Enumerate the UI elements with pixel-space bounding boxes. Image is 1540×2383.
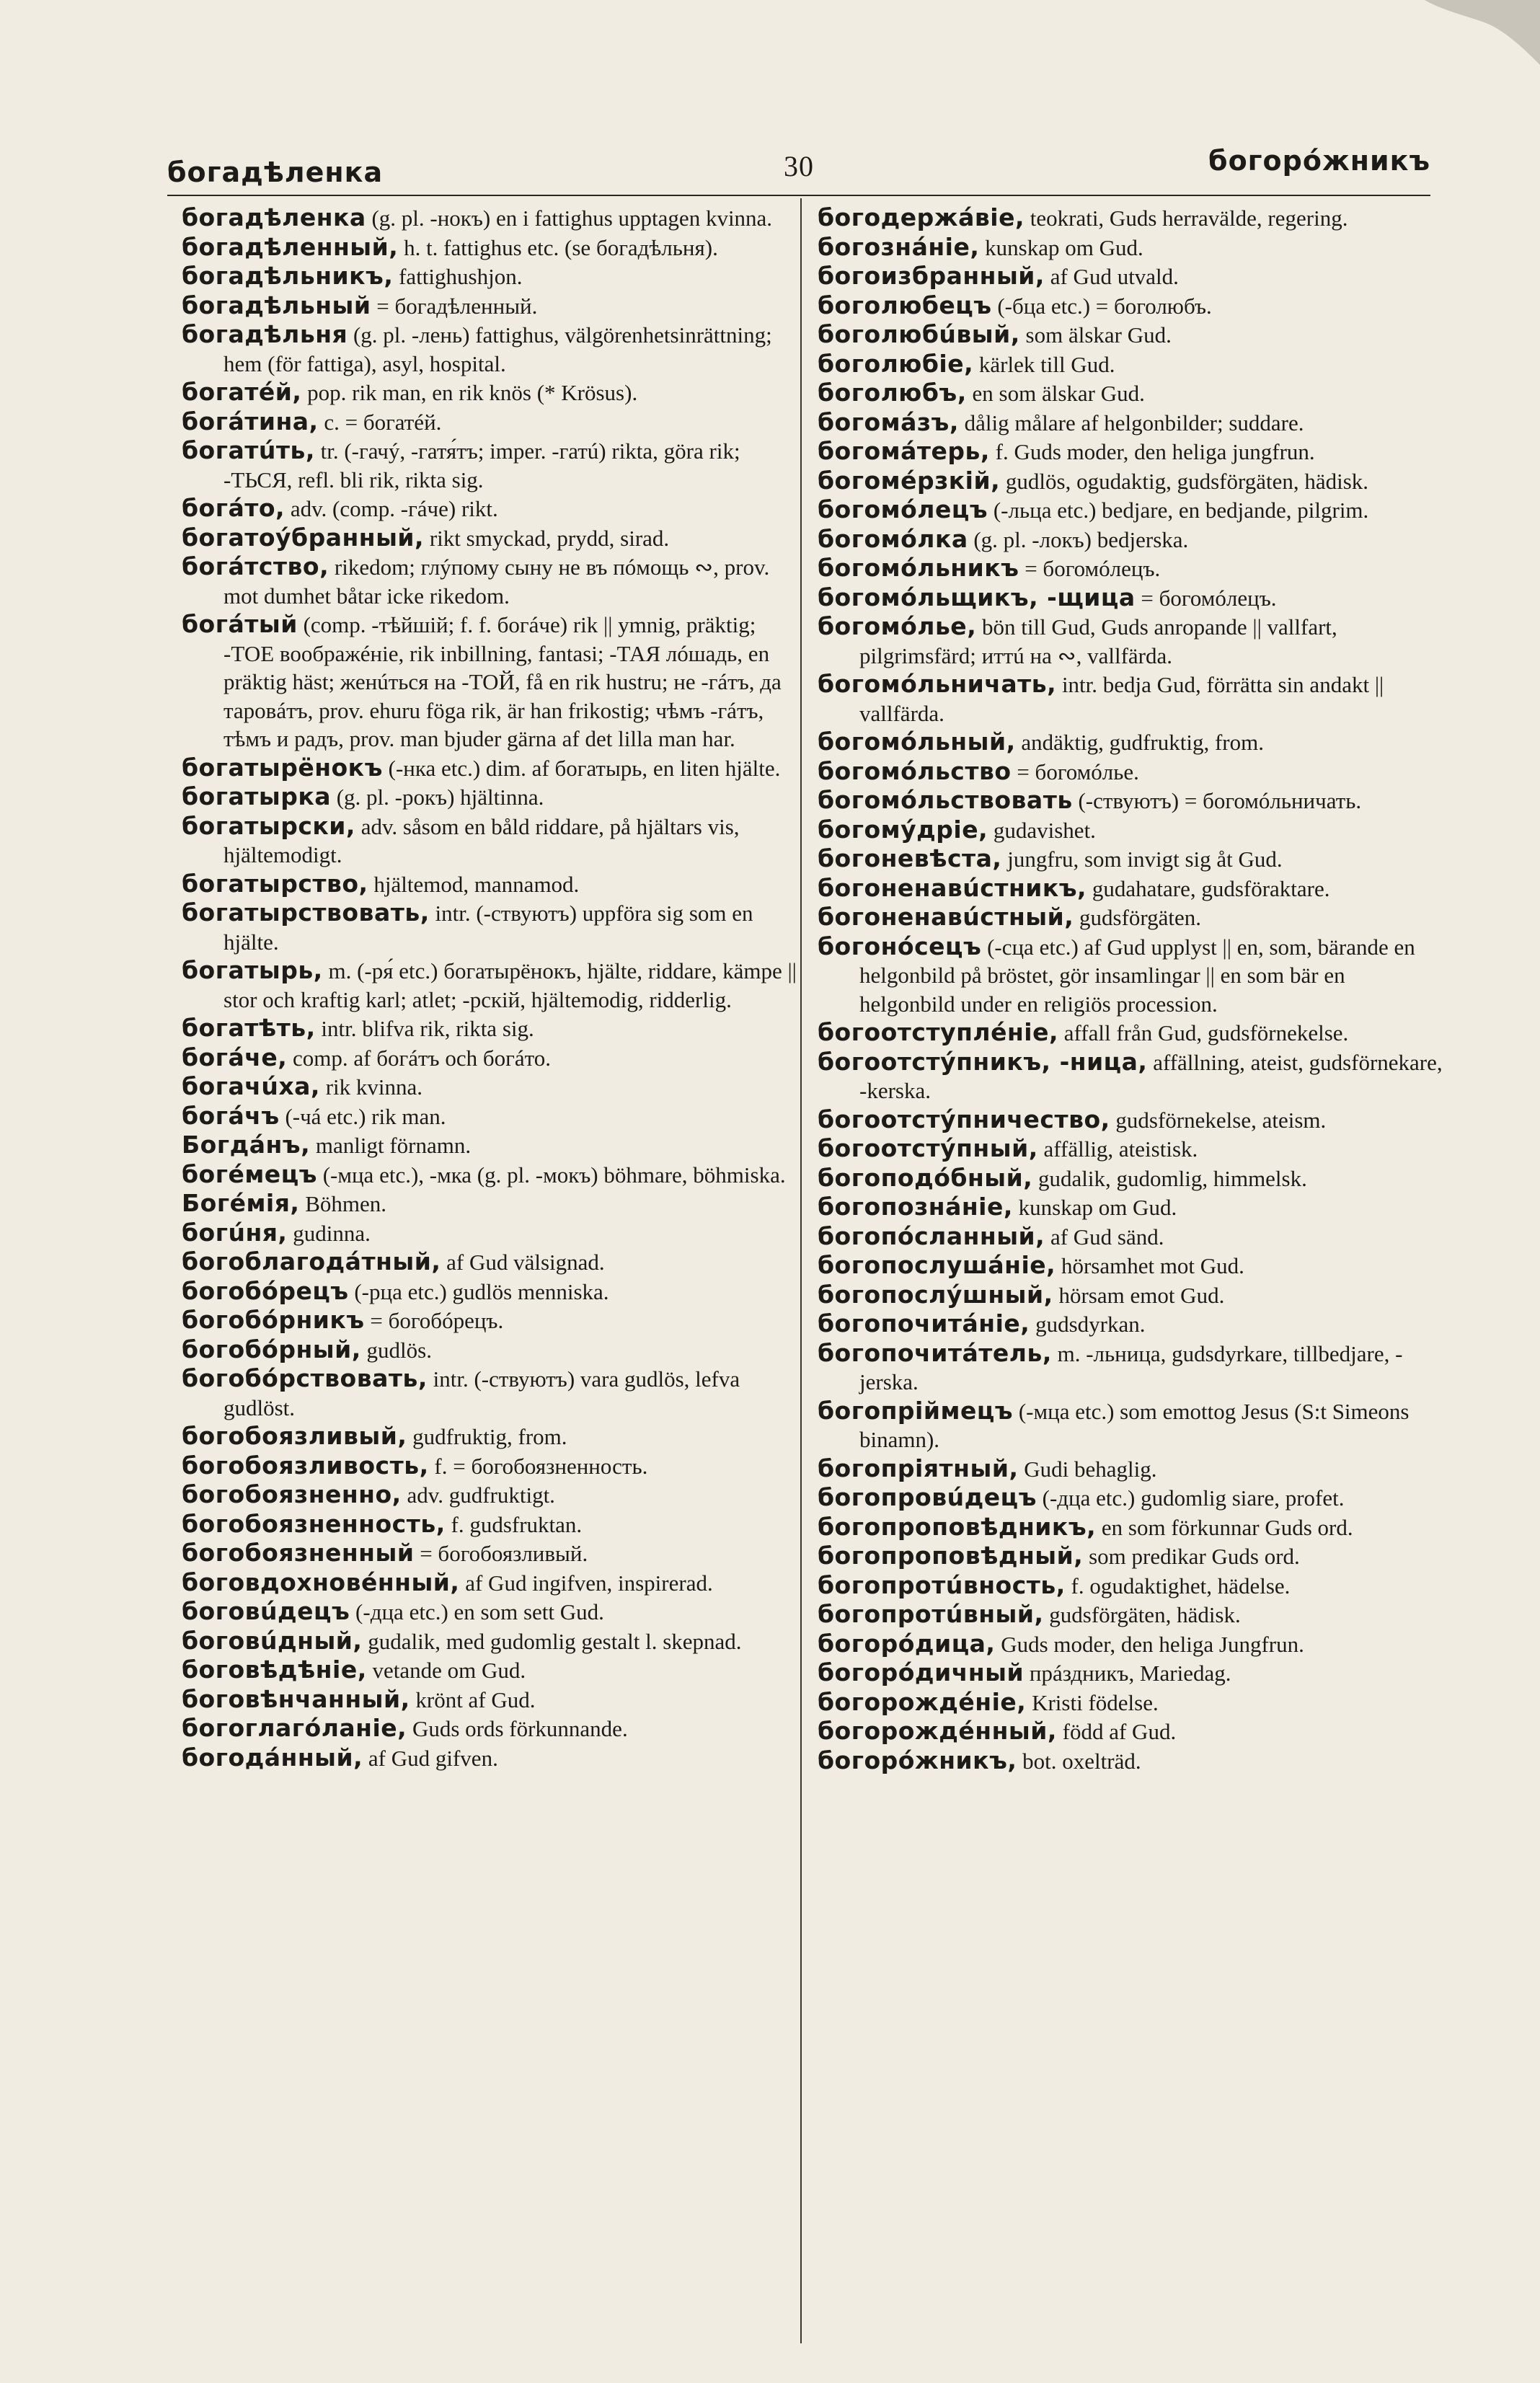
dictionary-entry [182,1335,809,1365]
entry-headword: богопочитáніе, [818,1309,1030,1338]
dictionary-entry [818,1251,1445,1281]
dictionary-entry [182,1306,809,1335]
entry-definition: (-сца etc.) af Gud upplyst || en, som, bärande en helgonbild på bröstet, gör insamlingar || en som bär en helgonbild under en religiös procession. [859,934,1415,1017]
entry-definition: gudsförnekelse, ateism. [1110,1107,1327,1133]
entry-headword: богодáнный, [182,1743,363,1772]
entry-definition: rikt smyckad, prydd, sirad. [424,525,670,551]
dictionary-entry [182,262,809,291]
entry-headword: богопріятный, [818,1454,1019,1482]
dictionary-entry [818,437,1445,467]
entry-definition: pop. rik man, en rik knös (* Krösus). [301,380,638,405]
header-rule [167,195,1430,196]
entry-definition: af Gud ingifven, inspirerad. [459,1570,713,1596]
entry-headword: богобоязненность, [182,1509,446,1538]
dictionary-entry [182,291,809,321]
dictionary-entry [182,1131,809,1160]
dictionary-entry [182,1451,809,1481]
dictionary-entry [182,1714,809,1743]
entry-definition: adv. gudfruktigt. [401,1482,555,1508]
entry-definition: = богомóлецъ. [1019,556,1161,581]
dictionary-entry [818,874,1445,903]
entry-definition: Böhmen. [299,1191,387,1216]
entry-headword: Богéмія, [182,1189,300,1217]
entry-headword: богáто, [182,494,286,522]
entry-definition: gudsdyrkan. [1030,1312,1146,1337]
dictionary-entry [182,1568,809,1598]
entry-headword: богадѣльный [182,291,371,319]
dictionary-entry [818,670,1445,728]
entry-definition: c. = богатéй. [318,409,442,435]
dictionary-entry [182,1043,809,1073]
dictionary-entry [818,1048,1445,1105]
entry-definition: = богадѣленный. [371,293,538,319]
dictionary-entry [818,728,1445,757]
dictionary-entry [818,786,1445,815]
entry-definition: kunskap om Gud. [979,234,1143,260]
dictionary-entry [182,1102,809,1131]
entry-definition: (-ствуютъ) = богомóльничать. [1072,788,1362,813]
dictionary-entry [182,1627,809,1656]
dictionary-entry [182,1743,809,1773]
dictionary-entry [818,1717,1445,1746]
dictionary-entry [182,378,809,407]
entry-headword: богатырствовать, [182,898,430,927]
entry-headword: богобоязливость, [182,1451,429,1480]
entry-headword: богопроповѣдный, [818,1542,1084,1570]
entry-definition: teokrati, Guds herravälde, regering. [1025,205,1348,231]
dictionary-entry [182,1655,809,1685]
dictionary-entry [818,612,1445,670]
entry-headword: боговѣнчанный, [182,1684,410,1713]
entry-headword: богобóрецъ [182,1276,349,1305]
dictionary-entry [818,379,1445,408]
entry-headword: боговúдный, [182,1626,363,1655]
dictionary-entry [182,436,809,494]
entry-headword: богоизбранный, [818,262,1045,290]
entry-definition: gudlös, ogudaktig, gudsförgäten, hädisk. [1000,468,1369,494]
dictionary-entry [182,407,809,437]
entry-definition: gudalik, gudomlig, himmelsk. [1032,1165,1307,1191]
entry-headword: богомóльство [818,756,1012,785]
entry-definition: som predikar Guds ord. [1083,1544,1300,1569]
torn-corner [1381,0,1540,65]
dictionary-entry [818,1630,1445,1659]
entry-definition: af Gud gifven. [363,1745,498,1771]
entry-definition: bot. oxelträd. [1017,1748,1141,1774]
entry-headword: богодержáвіе, [818,203,1025,231]
dictionary-entry [182,1219,809,1248]
entry-headword: богоотстýпный, [818,1134,1038,1162]
dictionary-entry [818,1542,1445,1571]
dictionary-entry [818,1281,1445,1310]
entry-headword: богорождéніе, [818,1687,1027,1716]
entry-definition: Guds ords förkunnande. [407,1716,628,1741]
entry-definition: intr. (-ствуютъ) vara gudlös, lefva gudlöst. [224,1366,740,1420]
entry-headword: богопочитáтель, [818,1338,1052,1367]
entry-headword: богопослýшный, [818,1280,1053,1309]
dictionary-entry [182,1277,809,1307]
entry-definition: (comp. -тѣйшій; f. f. богáче) rik || ymnig, präktig; -ТОЕ воображéніе, rik inbillning, fantasi; -ТАЯ лóшадь, en präktig häst; женúться на -ТОЙ, få en rik hustru; не -гáтъ, да таровáтъ, prov. ehuru föga rik, är han frikostig; чѣмъ -гáтъ, тѣмъ и радъ, prov. man bjuder gärna af det lilla man har. [224,612,782,751]
entry-definition: = богобоязливый. [414,1541,588,1566]
entry-headword: боговдохновéнный, [182,1568,460,1596]
entry-headword: богопознáніе, [818,1193,1013,1221]
entry-definition: gudsförgäten. [1074,905,1202,930]
entry-headword: богобóрникъ [182,1306,365,1334]
entry-headword: богоненавúстникъ, [818,873,1087,902]
dictionary-entry [818,903,1445,932]
entry-headword: богатéй, [182,378,302,406]
dictionary-entry [818,1397,1445,1454]
dictionary-entry [818,1134,1445,1164]
entry-headword: богознáніе, [818,232,980,261]
entry-definition: fattighushjon. [393,264,523,289]
entry-definition: krönt af Gud. [410,1686,536,1712]
entry-headword: богомóльничать, [818,670,1057,698]
dictionary-entry [818,495,1445,525]
dictionary-entry [818,1513,1445,1542]
entry-headword: богомóлье, [818,612,977,640]
entry-headword: богомóлецъ [818,495,988,523]
dictionary-entry [818,1483,1445,1513]
dictionary-entry [182,203,809,233]
dictionary-entry [182,1539,809,1568]
entry-definition: en som älskar Gud. [966,381,1145,406]
entry-definition: intr. bedja Gud, förrätta sin andakt || vallfärda. [859,672,1384,726]
entry-definition: gudsförgäten, hädisk. [1043,1602,1241,1627]
entry-definition: f. ogudaktighet, hädelse. [1065,1573,1291,1599]
entry-definition: = богобóрецъ. [364,1308,504,1333]
entry-definition: m. (-ря́ etc.) богатырёнокъ, hjälte, riddare, kämpe || stor och kraftig karl; atlet; -рскій, hjältemodig, ridderlig. [224,958,797,1012]
entry-headword: боголюбіе, [818,349,974,378]
entry-headword: богатѣть, [182,1014,316,1042]
entry-headword: богорóдица, [818,1629,996,1658]
entry-definition: intr. (-ствуютъ) uppföra sig som en hjälte. [224,901,753,955]
entry-definition: (-льца etc.) bedjare, en bedjande, pilgrim. [988,498,1369,523]
page-number: 30 [784,150,814,182]
dictionary-entry [182,1597,809,1627]
entry-definition: affall från Gud, gudsförnekelse. [1058,1020,1349,1045]
entry-headword: богонóсецъ [818,932,982,960]
dictionary-entry [182,1072,809,1102]
entry-definition: adv. (comp. -гáче) rikt. [285,496,498,521]
entry-headword: боголюбъ, [818,379,967,407]
entry-headword: богоотстýпникъ, -ница, [818,1047,1148,1076]
entry-definition: af Gud utvald. [1044,264,1179,289]
dictionary-entry [818,554,1445,583]
entry-definition: andäktig, gudfruktig, from. [1015,730,1264,755]
header-guide-word-left: богадѣленка [167,156,384,188]
entry-definition: född af Gud. [1056,1719,1177,1744]
entry-definition: f. gudsfruktan. [445,1511,583,1537]
dictionary-entry [182,552,809,610]
dictionary-entry [182,1685,809,1715]
entry-headword: богáче, [182,1043,288,1071]
entry-definition: прáздникъ, Mariedag. [1024,1661,1231,1686]
entry-definition: gudinna. [287,1220,371,1246]
dictionary-entry [182,1480,809,1510]
entry-headword: богúня, [182,1218,288,1247]
header-guide-word-right: богорóжникъ [1208,145,1430,177]
entry-headword: богатырски, [182,811,355,840]
entry-definition: dålig målare af helgonbilder; suddare. [958,410,1304,436]
dictionary-entry [818,815,1445,845]
entry-headword: богоотступлéніе, [818,1018,1059,1046]
entry-definition: hjältemod, mannamod. [368,871,580,897]
entry-definition: hörsamhet mot Gud. [1056,1253,1244,1278]
dictionary-entry [818,1571,1445,1601]
entry-definition: gudahatare, gudsföraktare. [1087,875,1330,901]
entry-headword: богомáзъ, [818,407,959,436]
dictionary-entry [182,898,809,956]
dictionary-entry [818,1339,1445,1397]
entry-definition: som älskar Gud. [1019,322,1172,348]
entry-headword: богоотстýпничество, [818,1105,1110,1133]
entry-headword: богорóдичный [818,1658,1025,1686]
dictionary-entry [182,233,809,262]
entry-definition: = богомóлецъ. [1135,585,1277,611]
dictionary-entry [818,1193,1445,1222]
entry-definition: tr. (-гачý, -гатя́тъ; imper. -гатú) rikta, göra rik; -ТЬСЯ, refl. bli rik, rikta sig. [224,438,740,492]
page-header [167,141,1430,191]
dictionary-entry [818,467,1445,496]
entry-headword: богéмецъ [182,1159,317,1188]
entry-definition: f. Guds moder, den heliga jungfrun. [989,439,1315,464]
entry-headword: богомéрзкій, [818,466,1001,495]
entry-headword: Богдáнъ, [182,1131,311,1159]
dictionary-entry [818,1454,1445,1484]
entry-headword: богомóльный, [818,728,1016,756]
entry-headword: богобóрствовать, [182,1364,428,1392]
dictionary-entry [182,494,809,523]
entry-headword: богатоýбранный, [182,523,425,552]
entry-definition: comp. af богáтъ och богáто. [287,1045,551,1071]
entry-definition: kunskap om Gud. [1012,1195,1177,1220]
entry-definition: affällning, ateist, gudsförnekare, -kerska. [859,1049,1443,1103]
dictionary-entry [182,1189,809,1219]
dictionary-entry [818,262,1445,291]
dictionary-entry [182,753,809,783]
entry-definition: gudalik, med gudomlig gestalt l. skepnad. [362,1628,742,1654]
entry-headword: богадѣленка [182,203,366,231]
entry-definition: (g. pl. -нокъ) en i fattighus upptagen kvinna. [366,205,773,231]
entry-headword: богопослушáніе, [818,1251,1056,1279]
dictionary-entry [182,812,809,870]
dictionary-entry [818,1309,1445,1339]
dictionary-entry [818,1658,1445,1688]
entry-definition: (-бца etc.) = боголюбъ. [991,293,1212,319]
entry-definition: h. t. fattighus etc. (se богадѣльня). [398,234,718,260]
entry-headword: богомóльникъ [818,554,1019,582]
dictionary-entry [818,1164,1445,1193]
entry-definition: Kristi födelse. [1026,1689,1159,1715]
entry-headword: богопріймецъ [818,1396,1014,1425]
entry-definition: Guds moder, den heliga Jungfrun. [995,1631,1304,1657]
entry-headword: богомýдріе, [818,815,988,844]
entry-definition: (-мца etc.), -мка (g. pl. -мокъ) böhmare, böhmiska. [317,1162,786,1188]
entry-headword: богобоязненный [182,1539,415,1567]
entry-definition: gudfruktig, from. [407,1424,567,1449]
entry-headword: богопротúвность, [818,1570,1066,1599]
dictionary-entry [182,1160,809,1190]
dictionary-entry [818,844,1445,874]
entry-headword: боговúдецъ [182,1597,350,1625]
dictionary-entry [818,1105,1445,1135]
dictionary-entry [818,350,1445,379]
entry-definition: affällig, ateistisk. [1037,1136,1198,1162]
dictionary-entry [182,523,809,553]
entry-headword: богомóлка [818,524,968,553]
entry-definition: en som förkunnar Guds ord. [1096,1514,1353,1540]
dictionary-entry [818,1600,1445,1630]
dictionary-entry [818,1018,1445,1048]
entry-definition: kärlek till Gud. [973,351,1115,377]
entry-definition: (-нка etc.) dim. af богатырь, en liten hjälte. [382,755,781,781]
entry-headword: богоподóбный, [818,1163,1033,1192]
entry-definition: intr. blifva rik, rikta sig. [315,1016,534,1041]
entry-headword: богадѣльникъ, [182,262,394,290]
dictionary-entry [818,757,1445,787]
entry-definition: (-дца etc.) en som sett Gud. [350,1599,604,1624]
entry-headword: богатырёнокъ [182,753,383,782]
dictionary-entry [818,583,1445,613]
dictionary-entry [182,782,809,812]
right-column [818,203,1445,1775]
entry-definition: rikedom; глýпому сыну не въ пóмощь ∾, prov. mot dumhet båtar icke rikedom. [224,554,770,609]
entry-definition: gudlös. [360,1337,432,1363]
entry-headword: богомóльствовать [818,786,1073,814]
entry-headword: богоблагодáтный, [182,1247,441,1275]
left-column [182,203,809,1772]
entry-definition: f. = богобоязненность. [428,1453,648,1479]
dictionary-entry [818,932,1445,1019]
entry-headword: богатúть, [182,436,315,464]
entry-definition: manligt förnamn. [310,1133,472,1158]
entry-headword: богопóсланный, [818,1221,1045,1250]
entry-headword: богадѣленный, [182,232,399,261]
dictionary-entry [182,320,809,378]
entry-definition: jungfru, som invigt sig åt Gud. [1001,846,1283,872]
entry-headword: боголюбúвый, [818,320,1020,348]
entry-definition: af Gud välsignad. [441,1250,605,1275]
entry-headword: богомáтерь, [818,437,990,465]
entry-headword: богачúха, [182,1072,320,1100]
entry-headword: богатырство, [182,869,368,898]
entry-headword: богопротúвный, [818,1600,1044,1628]
entry-definition: (-мца etc.) som emottog Jesus (S:t Simeons binamn). [859,1398,1410,1452]
dictionary-entry [182,1247,809,1277]
entry-headword: богáтина, [182,407,319,436]
entry-headword: богадѣльня [182,320,348,348]
entry-headword: богобоязливый, [182,1422,407,1450]
dictionary-entry [182,1510,809,1539]
entry-definition: (g. pl. -лень) fattighus, välgörenhetsinrättning; hem (för fattiga), asyl, hospital. [224,322,772,376]
entry-definition: af Gud sänd. [1045,1224,1164,1250]
entry-definition: (-дца etc.) gudomlig siare, profet. [1036,1485,1345,1511]
dictionary-entry [182,1422,809,1451]
entry-headword: богатырь, [182,956,323,984]
entry-definition: hörsam emot Gud. [1053,1282,1225,1308]
dictionary-entry [818,1746,1445,1776]
entry-headword: богомóльщикъ, -щица [818,583,1136,611]
dictionary-entry [818,408,1445,438]
entry-headword: боговѣдѣніе, [182,1655,367,1684]
entry-definition: bön till Gud, Guds anropande || vallfart, pilgrimsfärd; иттú на ∾, vallfärda. [859,614,1337,668]
dictionary-entry [818,291,1445,321]
dictionary-entry [182,956,809,1014]
dictionary-entry [818,320,1445,350]
dictionary-entry [818,203,1445,233]
dictionary-entry [818,525,1445,554]
entry-definition: vetande om Gud. [366,1658,526,1683]
entry-definition: gudavishet. [988,817,1096,843]
dictionary-entry [818,233,1445,262]
dictionary-entry [182,1364,809,1422]
entry-headword: боголюбецъ [818,291,992,319]
dictionary-entry [182,610,809,753]
entry-definition: Gudi behaglig. [1018,1456,1157,1482]
entry-headword: богорóжникъ, [818,1746,1017,1774]
entry-headword: богоглагóланіе, [182,1714,407,1742]
entry-definition: rik kvinna. [319,1074,423,1100]
dictionary-entry [182,1014,809,1043]
entry-headword: богоневѣста, [818,844,1002,872]
dictionary-entry [818,1222,1445,1252]
entry-headword: богорождéнный, [818,1717,1057,1745]
entry-headword: богобоязненно, [182,1480,402,1508]
entry-definition: (-чá etc.) rik man. [279,1103,446,1129]
entry-headword: богопроповѣдникъ, [818,1512,1097,1541]
entry-headword: богопровúдецъ [818,1483,1037,1511]
entry-definition: (g. pl. -локъ) bedjerska. [968,526,1189,552]
entry-definition: (g. pl. -рокъ) hjältinna. [330,784,544,810]
entry-headword: богобóрный, [182,1335,361,1363]
entry-headword: богáтство, [182,552,329,580]
entry-definition: adv. såsom en båld riddare, på hjältars vis, hjältemodigt. [224,813,740,867]
entry-definition: = богомóлье. [1011,759,1139,784]
entry-definition: m. -льница, gudsdyrkare, tillbedjare, -jerska. [859,1340,1403,1394]
entry-headword: богáчъ [182,1101,280,1130]
entry-headword: богатырка [182,782,331,810]
entry-headword: богáтый [182,610,298,638]
entry-headword: богоненавúстный, [818,903,1074,931]
dictionary-entry [818,1688,1445,1717]
entry-definition: (-рца etc.) gudlös menniska. [348,1278,609,1304]
dictionary-entry [182,870,809,899]
